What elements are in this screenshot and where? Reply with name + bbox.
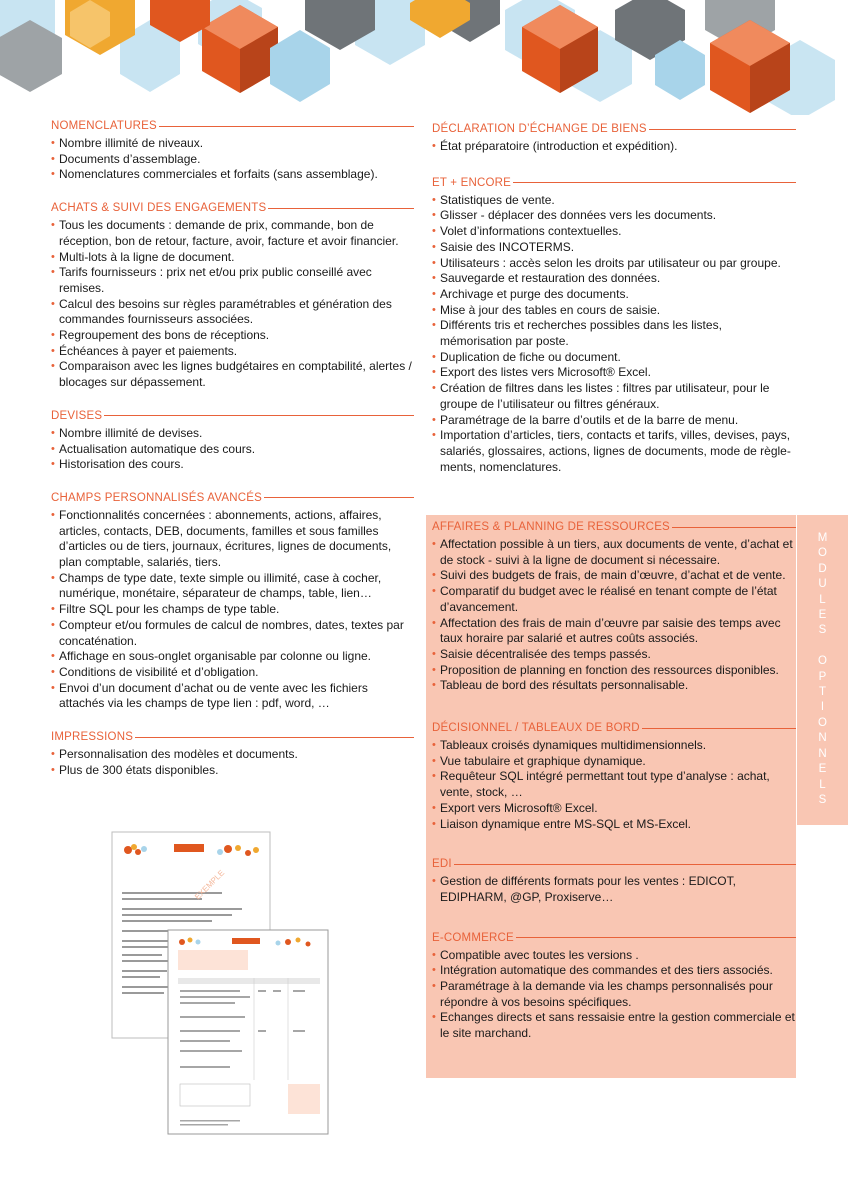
list-item: • Archivage et purge des documents. bbox=[432, 287, 796, 303]
side-tab-letter: D bbox=[818, 562, 827, 575]
side-tab-letter: U bbox=[818, 578, 827, 591]
list-item: • Affectation des frais de main d’œuvre par saisie des temps avec taux horaire par salarié et autres coûts associés. bbox=[432, 616, 796, 647]
bullet-list bbox=[432, 874, 796, 905]
list-item: • Vue tabulaire et graphique dynamique. bbox=[432, 754, 796, 770]
divider bbox=[513, 182, 796, 183]
side-tab-letter: O bbox=[818, 547, 827, 560]
list-item: • Export vers Microsoft® Excel. bbox=[432, 801, 796, 817]
side-tab-letter: S bbox=[818, 624, 827, 637]
list-item: • Échéances à payer et paiements. bbox=[51, 344, 414, 360]
section-affaires bbox=[432, 521, 796, 694]
side-tab-letter: S bbox=[818, 793, 827, 806]
bullet-list bbox=[432, 948, 796, 1042]
side-tab-letter: O bbox=[818, 716, 827, 729]
list-item: • Documents d’assemblage. bbox=[51, 152, 414, 168]
list-item: • Saisie décentralisée des temps passés. bbox=[432, 647, 796, 663]
list-item: • Proposition de planning en fonction des ressources disponibles. bbox=[432, 663, 796, 679]
list-item: • Compteur et/ou formules de calcul de nombres, dates, textes par concaténation. bbox=[51, 618, 414, 649]
list-item: • Nomenclatures commerciales et forfaits (sans assemblage). bbox=[51, 167, 414, 183]
list-item: • Comparatif du budget avec le réalisé en tenant compte de l’état d’avancement. bbox=[432, 584, 796, 615]
section-title: ET + ENCORE bbox=[432, 176, 511, 189]
section-title: AFFAIRES & PLANNING DE RESSOURCES bbox=[432, 521, 670, 533]
section-edi bbox=[432, 858, 796, 905]
list-item: • Personnalisation des modèles et documents. bbox=[51, 747, 414, 763]
divider bbox=[454, 864, 796, 865]
side-tab-letter: O bbox=[818, 655, 827, 668]
section-impressions bbox=[51, 731, 414, 778]
list-item: • Importation d’articles, tiers, contacts et tarifs, villes, devises, pays, salariés, glossaires, actions, lignes de documents, mode de règle-ments, nomenclatures. bbox=[432, 428, 796, 475]
bullet-list bbox=[51, 508, 414, 712]
list-item: • Compatible avec toutes les versions . bbox=[432, 948, 796, 964]
side-tab-letter: L bbox=[819, 593, 826, 606]
section-devises bbox=[51, 410, 414, 473]
side-tab-letter: N bbox=[818, 747, 827, 760]
list-item: • Volet d’informations contextuelles. bbox=[432, 224, 796, 240]
list-item: • Saisie des INCOTERMS. bbox=[432, 240, 796, 256]
list-item: • Conditions de visibilité et d’obligation. bbox=[51, 665, 414, 681]
section-title: E-COMMERCE bbox=[432, 931, 514, 944]
modules-column bbox=[432, 521, 796, 1042]
right-column bbox=[432, 123, 796, 475]
list-item: • État préparatoire (introduction et expédition). bbox=[432, 139, 796, 155]
list-item: • Paramétrage à la demande via les champs personnalisés pour répondre à vos besoins spécifiques. bbox=[432, 979, 796, 1010]
list-item: • Glisser - déplacer des données vers les documents. bbox=[432, 208, 796, 224]
list-item: • Filtre SQL pour les champs de type table. bbox=[51, 602, 414, 618]
section-title: DÉCLARATION D’ÉCHANGE DE BIENS bbox=[432, 123, 647, 135]
section-title: DEVISES bbox=[51, 409, 103, 422]
side-tab-letter: T bbox=[818, 686, 827, 699]
section-title: NOMENCLATURES bbox=[51, 120, 157, 132]
list-item: • Tableaux croisés dynamiques multidimensionnels. bbox=[432, 738, 796, 754]
side-tab-letter: I bbox=[820, 701, 825, 714]
bullet-list bbox=[51, 218, 414, 391]
list-item: • Regroupement des bons de réceptions. bbox=[51, 328, 414, 344]
list-item: • Intégration automatique des commandes et des tiers associés. bbox=[432, 963, 796, 979]
side-tab-letter: M bbox=[817, 532, 828, 544]
list-item: • Gestion de différents formats pour les ventes : EDICOT, EDIPHARM, @GP, Proxiserve… bbox=[432, 874, 796, 905]
list-item: • Affectation possible à un tiers, aux documents de vente, d’achat et de stock - suivi à la ligne de document si nécessaire. bbox=[432, 537, 796, 568]
list-item: • Tableau de bord des résultats personnalisable. bbox=[432, 678, 796, 694]
bullet-list bbox=[432, 738, 796, 832]
section-et-encore bbox=[432, 177, 796, 476]
list-item: • Historisation des cours. bbox=[51, 457, 414, 473]
section-title: DÉCISIONNEL / TABLEAUX DE BORD bbox=[432, 722, 640, 735]
list-item: • Différents tris et recherches possibles dans les listes, mémorisation par poste. bbox=[432, 318, 796, 349]
divider bbox=[135, 737, 414, 738]
list-item: • Suivi des budgets de frais, de main d’œuvre, d’achat et de vente. bbox=[432, 568, 796, 584]
svg-text:EXEMPLE: EXEMPLE bbox=[193, 868, 227, 902]
side-tab-letter: E bbox=[818, 609, 827, 622]
list-item: • Champs de type date, texte simple ou illimité, case à cocher, numérique, monétaire, séparateur de champs, table, lien… bbox=[51, 571, 414, 602]
section-deb bbox=[432, 123, 796, 155]
side-tab-letter: N bbox=[818, 732, 827, 745]
divider bbox=[649, 129, 796, 130]
bullet-list bbox=[51, 426, 414, 473]
hexagon-banner bbox=[0, 0, 848, 115]
list-item: • Echanges directs et sans ressaisie entre la gestion commerciale et le site marchand. bbox=[432, 1010, 796, 1041]
divider bbox=[268, 208, 414, 209]
list-item: • Statistiques de vente. bbox=[432, 193, 796, 209]
side-tab-letter: E bbox=[818, 763, 827, 776]
side-tab-letter: L bbox=[819, 778, 826, 791]
bullet-list bbox=[51, 136, 414, 183]
list-item: • Mise à jour des tables en cours de saisie. bbox=[432, 303, 796, 319]
list-item: • Comparaison avec les lignes budgétaires en comptabilité, alertes / blocages sur dépassement. bbox=[51, 359, 414, 390]
list-item: • Création de filtres dans les listes : filtres par utilisateur, pour le groupe de l’utilisateur ou filtres généraux. bbox=[432, 381, 796, 412]
list-item: • Calcul des besoins sur règles paramétrables et génération des commandes fournisseurs associées. bbox=[51, 297, 414, 328]
list-item: • Duplication de fiche ou document. bbox=[432, 350, 796, 366]
list-item: • Actualisation automatique des cours. bbox=[51, 442, 414, 458]
list-item: • Multi-lots à la ligne de document. bbox=[51, 250, 414, 266]
list-item: • Requêteur SQL intégré permettant tout type d’analyse : achat, vente, stock, … bbox=[432, 769, 796, 800]
section-achats bbox=[51, 202, 414, 391]
list-item: • Export des listes vers Microsoft® Excel. bbox=[432, 365, 796, 381]
bullet-list bbox=[432, 537, 796, 694]
section-decisionnel bbox=[432, 722, 796, 832]
list-item: • Tous les documents : demande de prix, commande, bon de réception, bon de retour, facture, avoir, facture et avoir financier. bbox=[51, 218, 414, 249]
list-item: • Utilisateurs : accès selon les droits par utilisateur ou par groupe. bbox=[432, 256, 796, 272]
list-item: • Plus de 300 états disponibles. bbox=[51, 763, 414, 779]
list-item: • Nombre illimité de devises. bbox=[51, 426, 414, 442]
list-item: • Affichage en sous-onglet organisable par colonne ou ligne. bbox=[51, 649, 414, 665]
bullet-list bbox=[432, 193, 796, 476]
document-thumbnails-illustration bbox=[108, 830, 338, 1140]
left-column bbox=[51, 120, 414, 779]
divider bbox=[642, 728, 796, 729]
list-item: • Paramétrage de la barre d’outils et de la barre de menu. bbox=[432, 413, 796, 429]
section-ecommerce bbox=[432, 932, 796, 1042]
list-item: • Liaison dynamique entre MS-SQL et MS-Excel. bbox=[432, 817, 796, 833]
section-champs bbox=[51, 492, 414, 712]
list-item: • Sauvegarde et restauration des données. bbox=[432, 271, 796, 287]
bullet-list bbox=[432, 139, 796, 155]
divider bbox=[516, 937, 796, 938]
side-tab-letter bbox=[797, 639, 848, 654]
divider bbox=[104, 415, 414, 416]
section-title: CHAMPS PERSONNALISÉS AVANCÉS bbox=[51, 491, 262, 504]
section-title: EDI bbox=[432, 858, 452, 871]
optional-modules-tab bbox=[797, 515, 848, 825]
divider bbox=[672, 527, 796, 528]
section-nomenclatures bbox=[51, 120, 414, 183]
list-item: • Nombre illimité de niveaux. bbox=[51, 136, 414, 152]
list-item: • Envoi d’un document d’achat ou de vente avec les fichiers attachés via les champs de type lien : pdf, word, … bbox=[51, 681, 414, 712]
section-title: ACHATS & SUIVI DES ENGAGEMENTS bbox=[51, 202, 267, 215]
section-title: IMPRESSIONS bbox=[51, 731, 134, 744]
bullet-list bbox=[51, 747, 414, 778]
divider bbox=[159, 126, 414, 127]
list-item: • Fonctionnalités concernées : abonnements, actions, affaires, articles, contacts, DEB, documents, familles et sous familles d’articles ou de tiers, journaux, écritures, lignes de documents, plan comptable, salariés, tiers. bbox=[51, 508, 414, 571]
side-tab-label bbox=[797, 531, 848, 808]
side-tab-letter: P bbox=[818, 670, 827, 683]
divider bbox=[264, 497, 414, 498]
list-item: • Tarifs fournisseurs : prix net et/ou prix public conseillé avec remises. bbox=[51, 265, 414, 296]
